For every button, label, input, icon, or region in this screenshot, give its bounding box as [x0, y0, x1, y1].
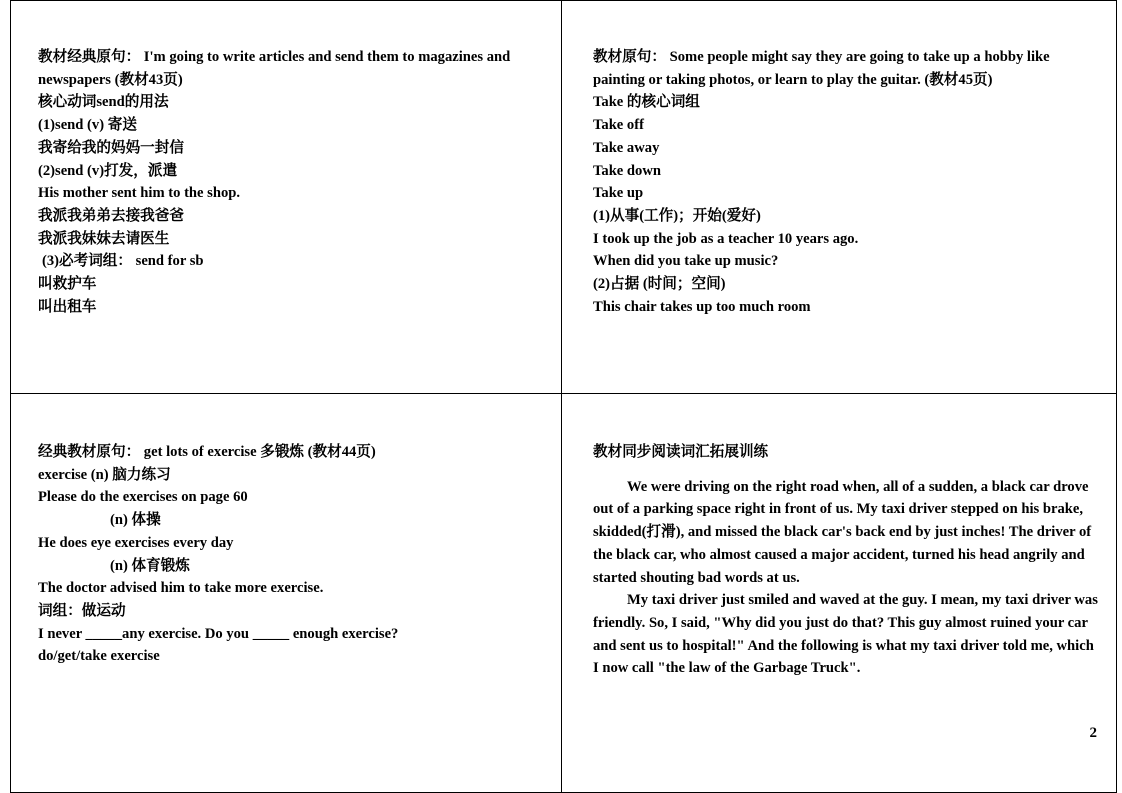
bottom-left-text-block	[38, 441, 554, 668]
reading-paragraph: My taxi driver just smiled and waved at the guy. I mean, my taxi driver was friendly. So, I said, "Why did you just do that? This guy almost ruined your car and sent us to hospital!" And the following is what my taxi driver told me, which I now call "the law of the Garbage Truck".	[593, 592, 1098, 677]
text-line: His mother sent him to the shop.	[38, 185, 241, 202]
text-line: Take down	[593, 162, 662, 179]
top-right-text-block	[593, 46, 1103, 318]
text-line: 核心动词send的用法	[38, 94, 169, 111]
text-line: 叫出租车	[38, 298, 97, 315]
text-line: exercise (n) 脑力练习	[38, 466, 171, 483]
text-line: Take away	[593, 139, 660, 156]
text-line: The doctor advised him to take more exercise.	[38, 580, 324, 597]
top-left-text-block	[38, 46, 554, 318]
text-line: 我寄给我的妈妈一封信	[38, 139, 184, 156]
text-line: (1)send (v) 寄送	[38, 117, 137, 134]
text-line: I took up the job as a teacher 10 years ago.	[593, 230, 859, 247]
text-line: This chair takes up too much room	[593, 298, 811, 315]
text-line: 教材原句： Some people might say they are going to take up a hobby like painting or taking photos, or learn to play the guitar. (教材45页)	[593, 49, 1050, 88]
text-line: I never _____any exercise. Do you _____ enough exercise?	[38, 625, 399, 642]
text-line: When did you take up music?	[593, 253, 779, 270]
text-line: Take off	[593, 117, 644, 134]
text-line: Take 的核心词组	[593, 94, 700, 111]
quadrant-top-left	[10, 0, 561, 393]
quadrant-top-right	[561, 0, 1117, 393]
text-line: 我派我妹妹去请医生	[38, 230, 170, 247]
quadrant-bottom-left	[10, 393, 561, 793]
text-line: (n) 体育锻炼	[110, 557, 190, 574]
text-line: 词组：做运动	[38, 602, 126, 619]
text-line: 叫救护车	[38, 276, 97, 293]
text-line: (1)从事(工作)；开始(爱好)	[593, 207, 761, 224]
text-line: Take up	[593, 185, 644, 202]
text-line: 经典教材原句： get lots of exercise 多锻炼 (教材44页)	[38, 444, 376, 460]
text-line: (2)占据 (时间；空间)	[593, 276, 726, 293]
bottom-right-text-block	[593, 441, 1098, 680]
text-line: (2)send (v)打发，派遣	[38, 162, 178, 179]
text-line: (n) 体操	[110, 512, 161, 529]
text-line: (3)必考词组： send for sb	[42, 253, 204, 270]
text-line: Please do the exercises on page 60	[38, 489, 248, 506]
text-line: He does eye exercises every day	[38, 534, 234, 551]
text-line: do/get/take exercise	[38, 648, 160, 665]
page-number: 2	[1089, 725, 1097, 741]
reading-section-heading: 教材同步阅读词汇拓展训练	[593, 444, 769, 460]
text-line: 教材经典原句： I'm going to write articles and send them to magazines and newspapers (教材43页)	[38, 49, 511, 88]
quadrant-bottom-right	[561, 393, 1117, 793]
reading-paragraph: We were driving on the right road when, all of a sudden, a black car drove out of a parking space right in front of us. My taxi driver stepped on his brake, skidded(打滑), and missed the black car's back end by just inches! The driver of the black car, who almost caused a major accident, turned his head angrily and started shouting bad words at us.	[593, 478, 1092, 586]
text-line: 我派我弟弟去接我爸爸	[38, 207, 184, 224]
